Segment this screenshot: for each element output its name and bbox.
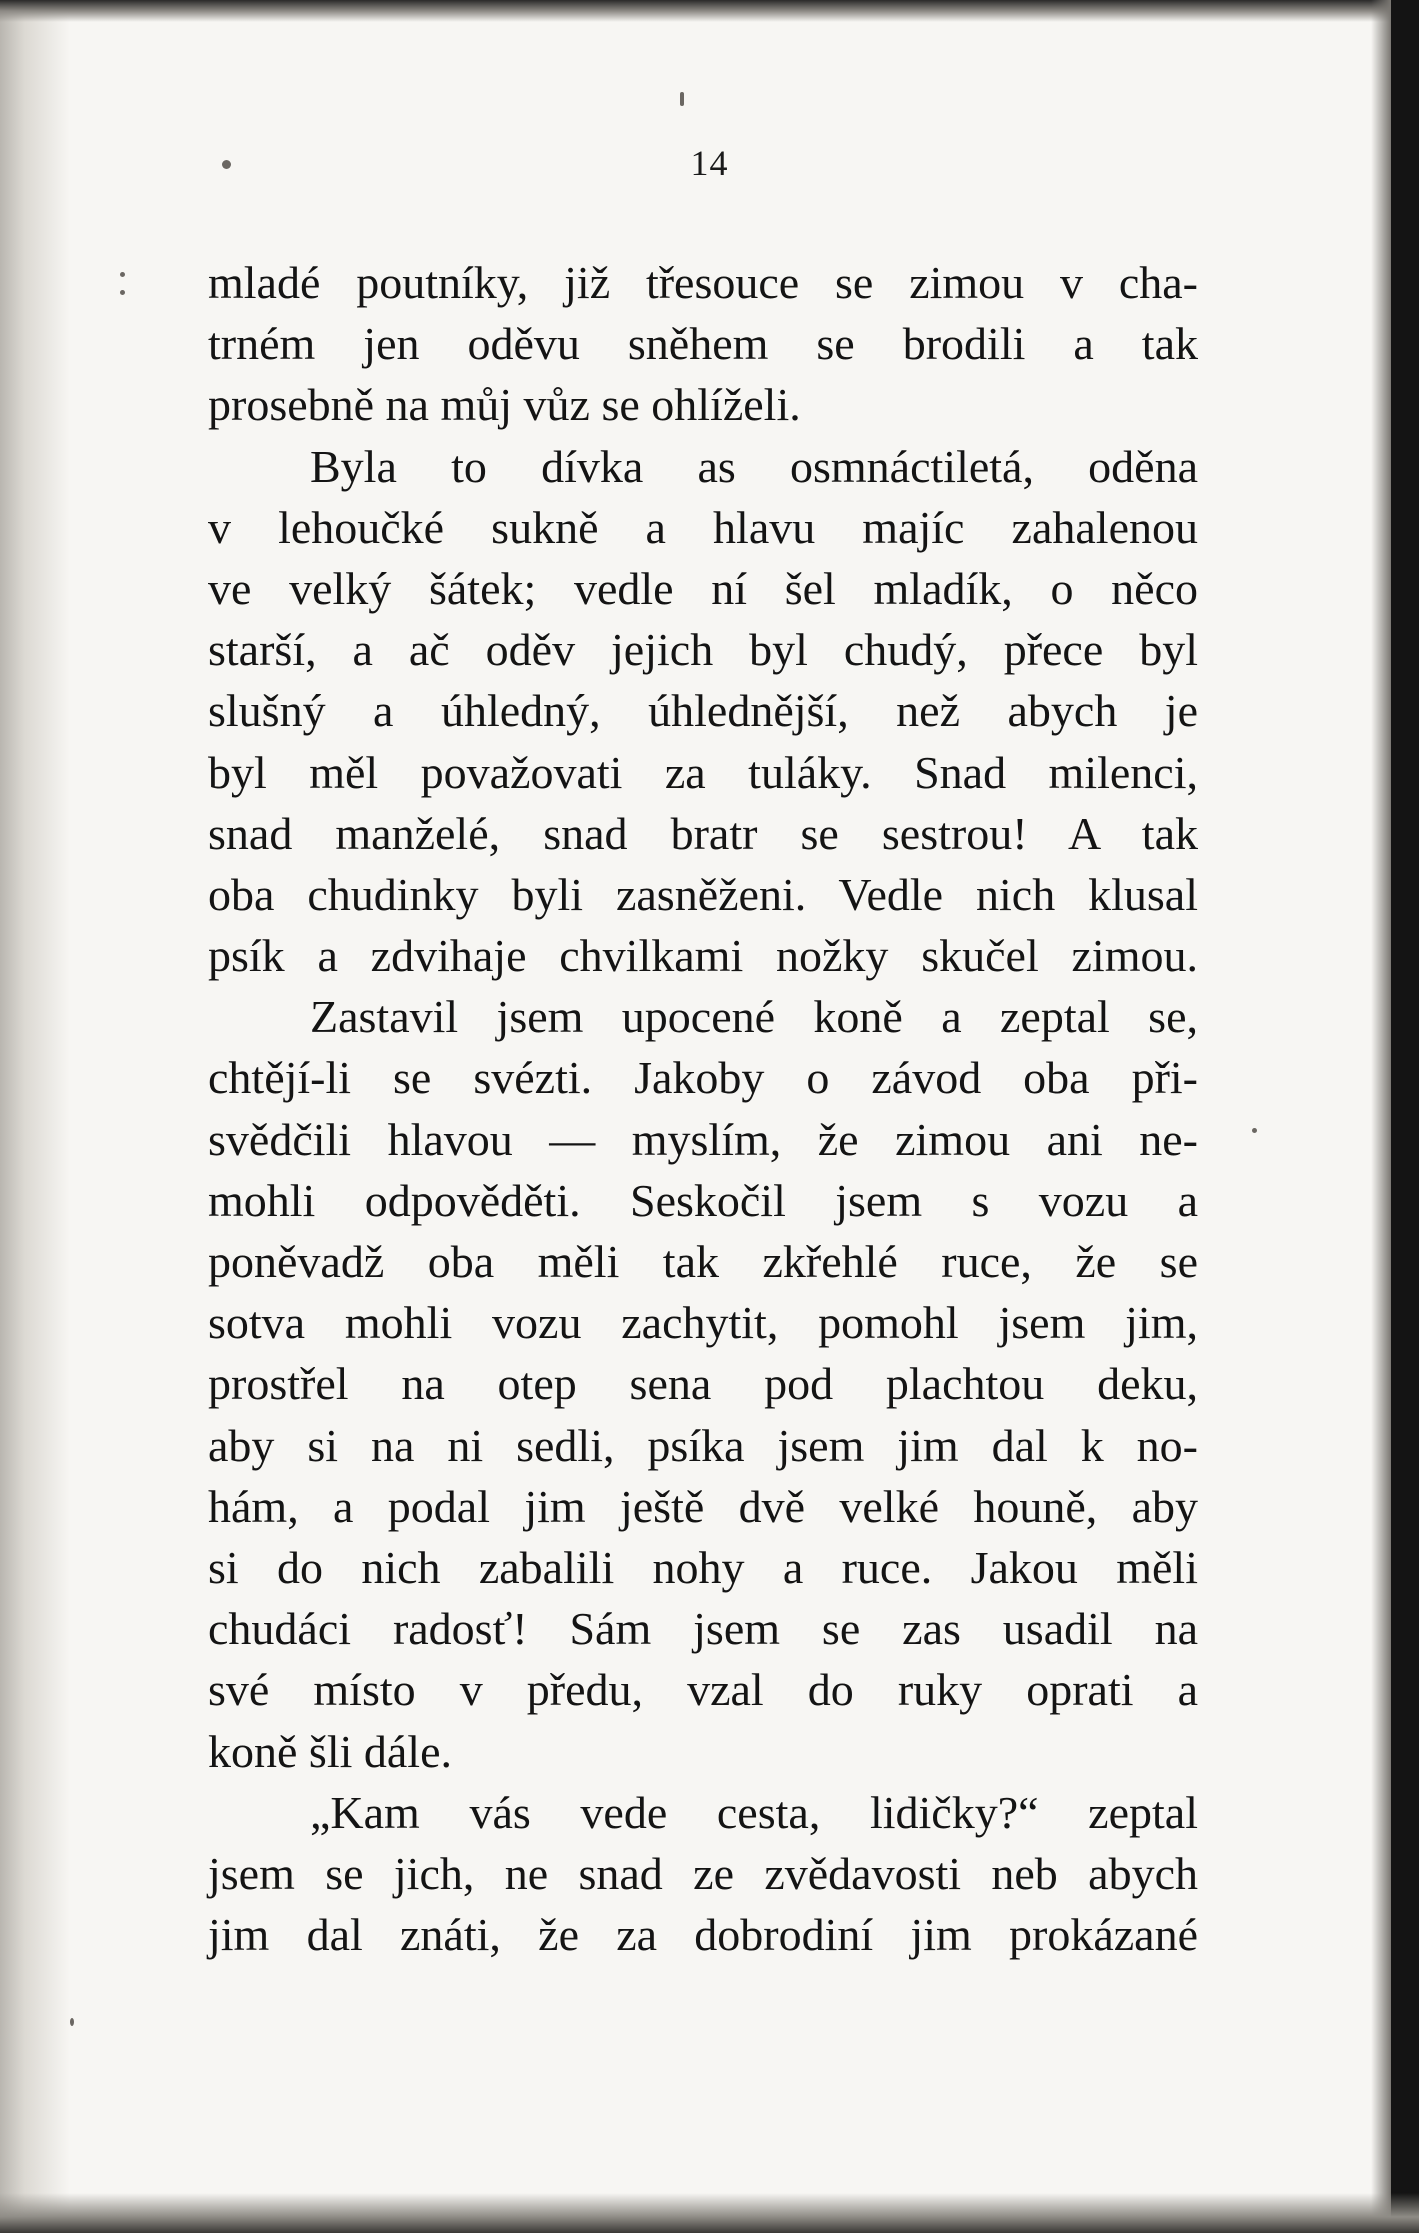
text-line: oba chudinky byli zasněženi. Vedle nich klusal xyxy=(208,868,1198,920)
body-text xyxy=(208,252,1198,1965)
scan-speck xyxy=(120,290,125,295)
text-line: Zastavil jsem upocené koně a zeptal se, xyxy=(310,991,1198,1043)
text-line: snad manželé, snad bratr se sestrou! A tak xyxy=(208,807,1198,859)
text-line: chtějí-li se svézti. Jakoby o závod oba při- xyxy=(208,1052,1198,1104)
text-line: trném jen oděvu sněhem se brodili a tak xyxy=(208,318,1198,370)
text-line: starší, a ač oděv jejich byl chudý, přece byl xyxy=(208,624,1198,676)
text-line: mladé poutníky, již třesouce se zimou v cha- xyxy=(208,257,1198,308)
scan-speck xyxy=(70,2018,74,2026)
scan-speck xyxy=(120,272,125,277)
page-edge-shadow-right xyxy=(1371,0,1391,2233)
text-line: hám, a podal jim ještě dvě velké houně, aby xyxy=(208,1480,1198,1532)
text-line: chudáci radosť! Sám jsem se zas usadil na xyxy=(208,1603,1198,1655)
scan-speck xyxy=(680,92,684,106)
text-line: Byla to dívka as osmnáctiletá, oděna xyxy=(310,440,1198,492)
text-line: prostřel na otep sena pod plachtou deku, xyxy=(208,1358,1198,1410)
text-line: sotva mohli vozu zachytit, pomohl jsem jim, xyxy=(208,1297,1198,1349)
text-line: prosebně na můj vůz se ohlíželi. xyxy=(208,379,801,431)
text-line: ve velký šátek; vedle ní šel mladík, o něco xyxy=(208,562,1198,614)
text-line: „Kam vás vede cesta, lidičky?“ zeptal xyxy=(310,1786,1198,1838)
text-line: koně šli dále. xyxy=(208,1725,452,1777)
text-line: své místo v předu, vzal do ruky oprati a xyxy=(208,1664,1198,1716)
page-number: 14 xyxy=(690,143,729,183)
text-line: v lehoučké sukně a hlavu majíc zahalenou xyxy=(208,501,1198,553)
scan-speck xyxy=(1252,1128,1257,1133)
text-line: aby si na ni sedli, psíka jsem jim dal k no- xyxy=(208,1419,1198,1471)
text-line: poněvadž oba měli tak zkřehlé ruce, že se xyxy=(208,1236,1198,1287)
text-line: svědčili hlavou — myslím, že zimou ani ne- xyxy=(208,1113,1198,1165)
text-line: byl měl považovati za tuláky. Snad milenci, xyxy=(208,746,1198,798)
text-line: jsem se jich, ne snad ze zvědavosti neb abych xyxy=(208,1847,1198,1899)
text-line: slušný a úhledný, úhlednější, než abych je xyxy=(208,685,1198,737)
text-line: psík a zdvihaje chvilkami nožky skučel zimou. xyxy=(208,930,1198,982)
text-line: jim dal znáti, že za dobrodiní jim prokázané xyxy=(208,1909,1198,1961)
page-edge-border-right xyxy=(1391,0,1419,2233)
page-edge-shadow-top xyxy=(0,0,1419,22)
text-line: mohli odpověděti. Seskočil jsem s vozu a xyxy=(208,1174,1198,1226)
page-edge-shadow-bottom xyxy=(0,2193,1419,2233)
text-line: si do nich zabalili nohy a ruce. Jakou měli xyxy=(208,1541,1198,1593)
page-edge-shadow-left xyxy=(0,0,70,2233)
